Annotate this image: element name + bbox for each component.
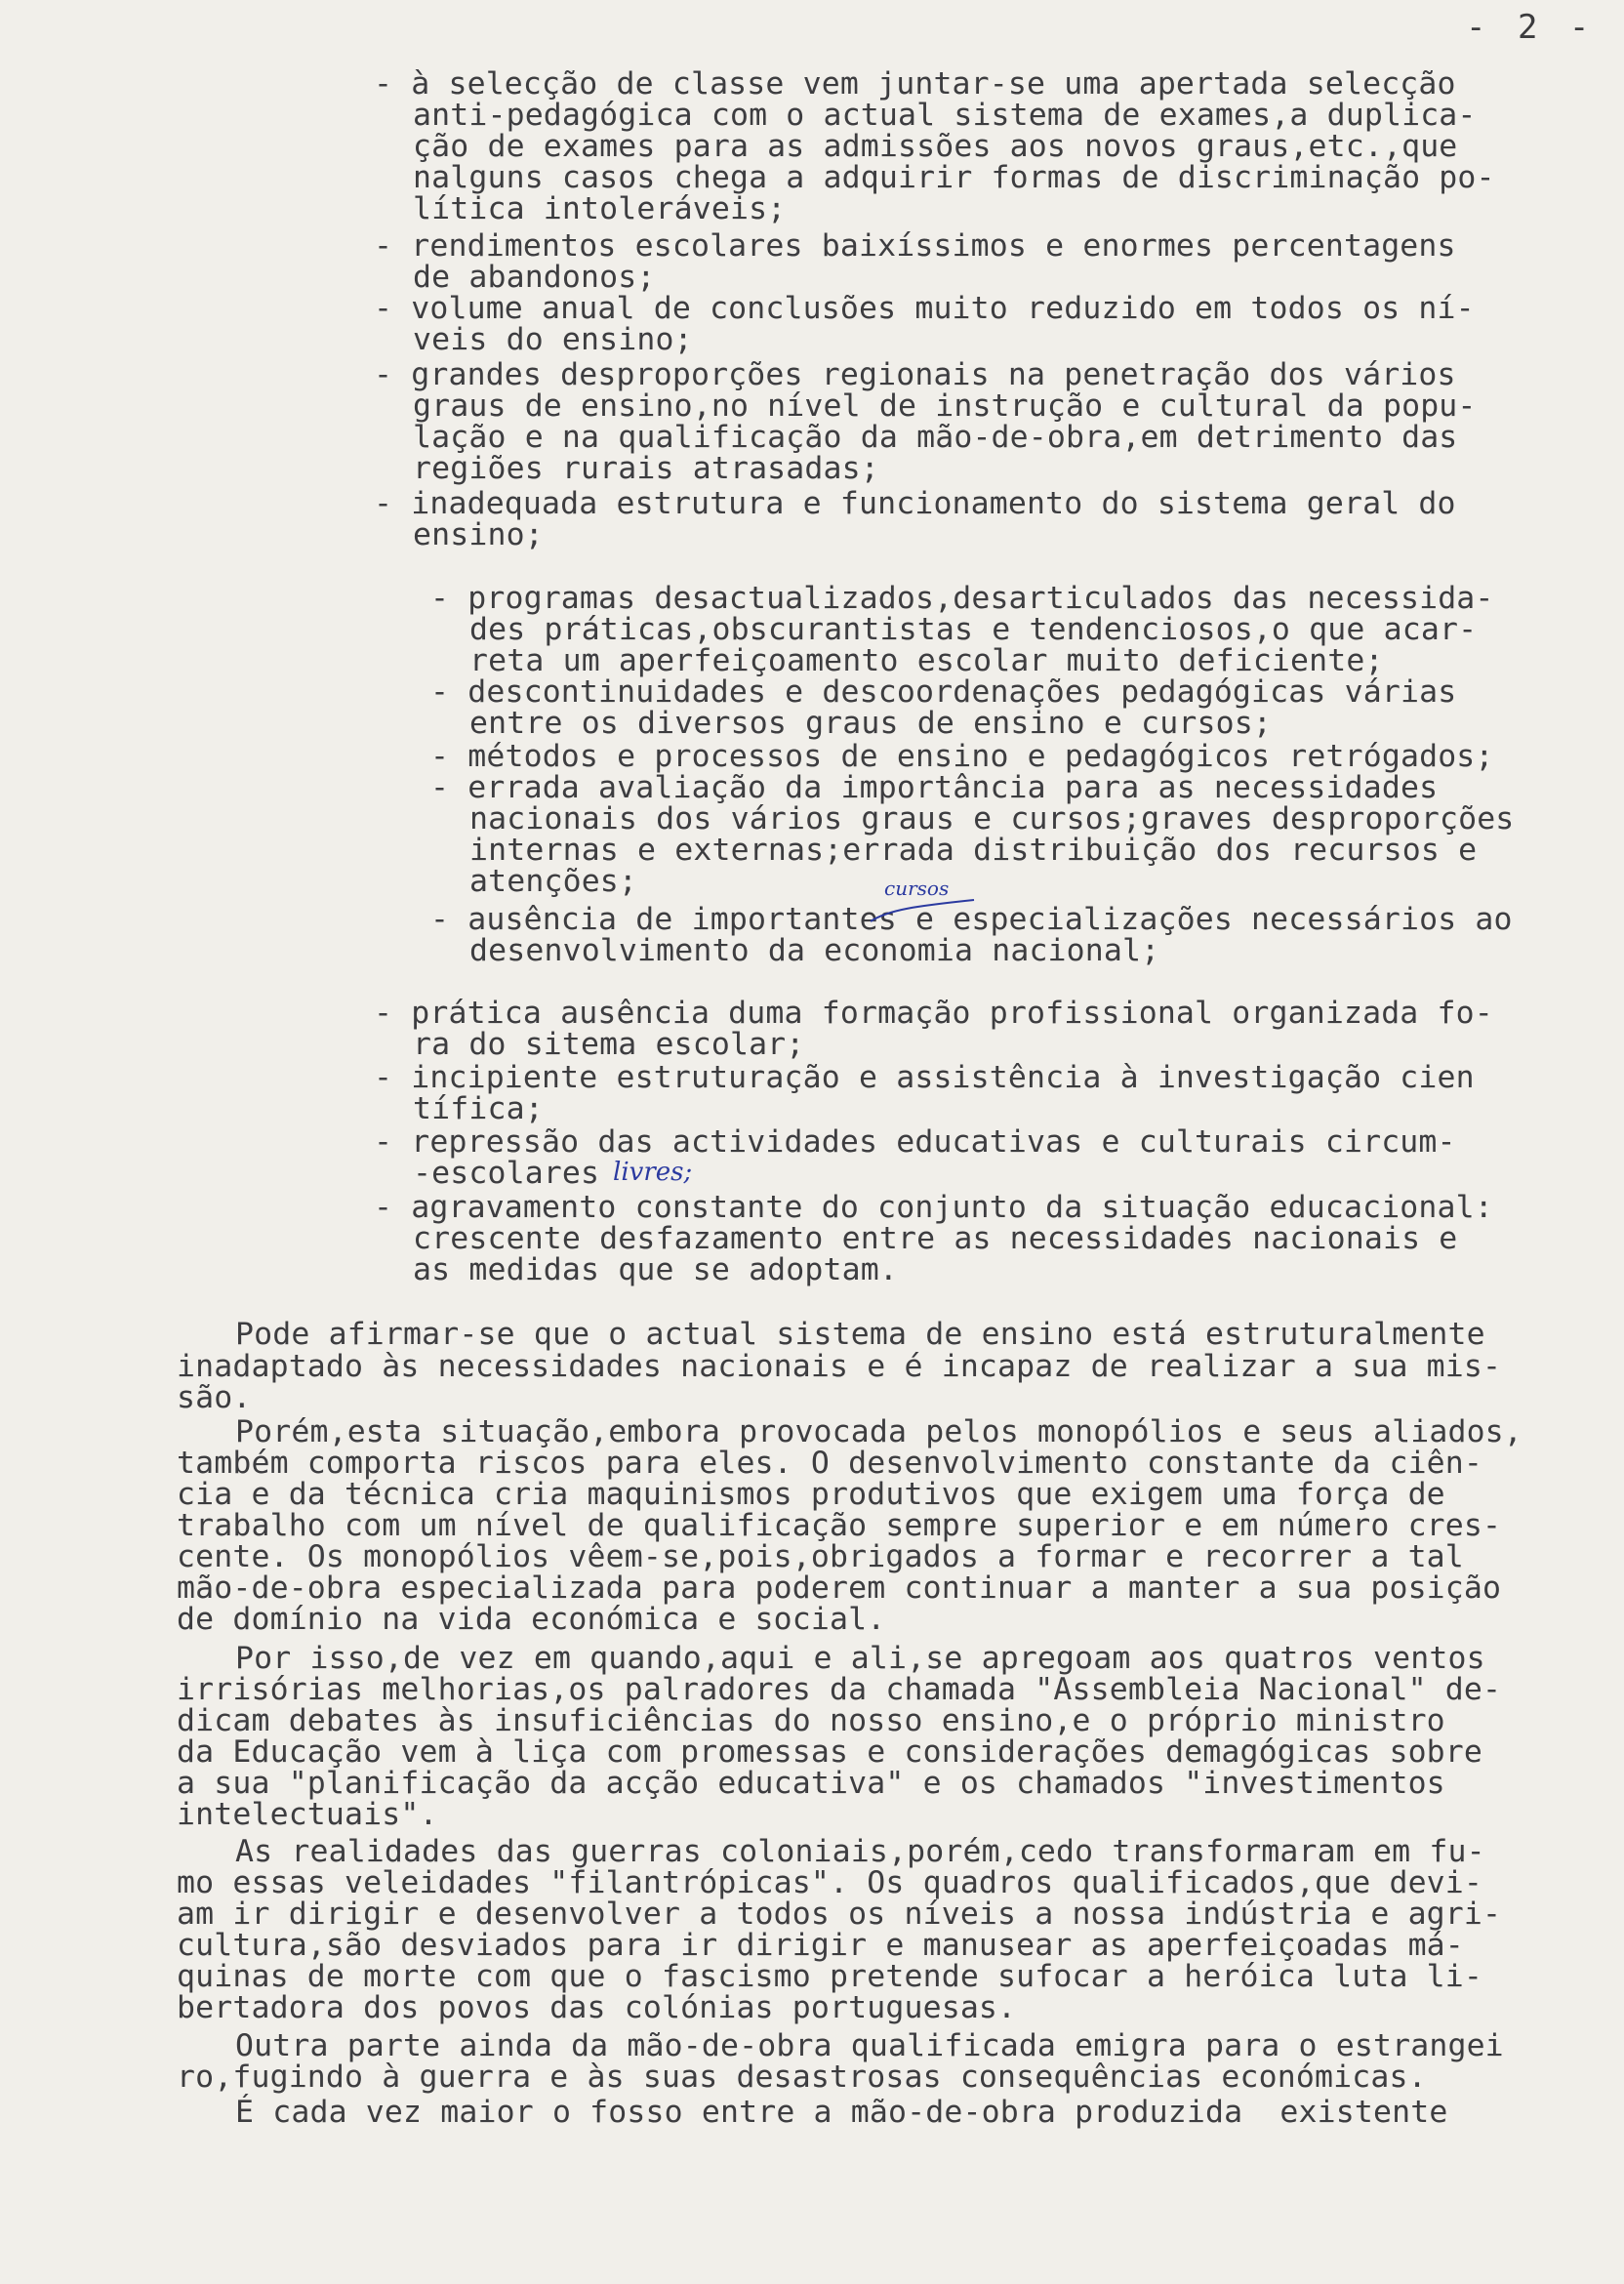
- text-line: mão-de-obra especializada para poderem continuar a manter a sua posição: [177, 1570, 1502, 1606]
- text-line: também comporta riscos para eles. O desenvolvimento constante da ciên-: [177, 1446, 1483, 1481]
- text-line: Porém,esta situação,embora provocada pelos monopólios e seus aliados,: [235, 1414, 1522, 1449]
- text-line: ção de exames para as admissões aos novos graus,etc.,que: [413, 129, 1458, 164]
- text-line: - incipiente estruturação e assistência à investigação cien: [374, 1060, 1475, 1095]
- text-line: graus de ensino,no nível de instrução e cultural da popu-: [413, 388, 1477, 424]
- text-line: atenções;: [469, 864, 638, 899]
- text-line: - prática ausência duma formação profissional organizada fo-: [374, 996, 1493, 1031]
- text-line: mo essas veleidades "filantrópicas". Os quadros qualificados,que devi-: [177, 1865, 1483, 1900]
- text-line: da Educação vem à liça com promessas e considerações demagógicas sobre: [177, 1734, 1483, 1770]
- text-line: - repressão das actividades educativas e culturais circum-: [374, 1124, 1456, 1160]
- text-line: crescente desfazamento entre as necessidades nacionais e: [413, 1221, 1458, 1256]
- text-line: - inadequada estrutura e funcionamento do sistema geral do: [374, 486, 1456, 521]
- text-line: Por isso,de vez em quando,aqui e ali,se apregoam aos quatros ventos: [235, 1641, 1485, 1676]
- handwritten-insertion-cursos: cursos: [884, 877, 950, 900]
- text-line: trabalho com um nível de qualificação sempre superior e em número cres-: [177, 1508, 1502, 1543]
- text-line: dicam debates às insuficiências do nosso ensino,e o próprio ministro: [177, 1703, 1445, 1738]
- text-line: desenvolvimento da economia nacional;: [469, 933, 1160, 968]
- text-line: são.: [177, 1380, 252, 1415]
- page-number: - 2 -: [1466, 8, 1596, 47]
- text-line: - errada avaliação da importância para as necessidades: [430, 770, 1439, 805]
- text-line: ra do sitema escolar;: [413, 1027, 805, 1062]
- text-line: internas e externas;errada distribuição dos recursos e: [469, 833, 1478, 868]
- text-line: veis do ensino;: [413, 322, 693, 357]
- text-line: tífica;: [413, 1091, 544, 1126]
- text-line: inadaptado às necessidades nacionais e é incapaz de realizar a sua mis-: [177, 1349, 1502, 1384]
- text-line: As realidades das guerras coloniais,porém,cedo transformaram em fu-: [235, 1834, 1485, 1869]
- text-line: - métodos e processos de ensino e pedagógicos retrógados;: [430, 739, 1494, 774]
- text-line: - agravamento constante do conjunto da situação educacional:: [374, 1190, 1493, 1225]
- text-line: as medidas que se adoptam.: [413, 1252, 898, 1287]
- text-line: cultura,são desviados para ir dirigir e manusear as aperfeiçoadas má-: [177, 1928, 1464, 1963]
- text-line: ensino;: [413, 517, 544, 552]
- text-line: nacionais dos vários graus e cursos;graves desproporções: [469, 801, 1515, 836]
- text-line: des práticas,obscurantistas e tendenciosos,o que acar-: [469, 612, 1478, 647]
- text-line: a sua "planificação da acção educativa" e os chamados "investimentos: [177, 1766, 1445, 1801]
- text-line: Pode afirmar-se que o actual sistema de ensino está estruturalmente: [235, 1317, 1485, 1352]
- text-line: quinas de morte com que o fascismo pretende sufocar a heróica luta li-: [177, 1959, 1483, 1994]
- text-line: -escolares: [413, 1156, 600, 1191]
- text-line: ro,fugindo à guerra e às suas desastrosas consequências económicas.: [177, 2060, 1427, 2095]
- text-line: nalguns casos chega a adquirir formas de discriminação po-: [413, 160, 1495, 195]
- text-line: - grandes desproporções regionais na penetração dos vários: [374, 357, 1456, 392]
- text-line: cente. Os monopólios vêem-se,pois,obrigados a formar e recorrer a tal: [177, 1539, 1464, 1574]
- text-line: lação e na qualificação da mão-de-obra,em detrimento das: [413, 420, 1458, 455]
- text-line: entre os diversos graus de ensino e cursos;: [469, 706, 1272, 741]
- text-line: bertadora dos povos das colónias portuguesas.: [177, 1990, 1017, 2025]
- text-line: am ir dirigir e desenvolver a todos os níveis a nossa indústria e agri-: [177, 1897, 1502, 1932]
- text-line: Outra parte ainda da mão-de-obra qualificada emigra para o estrangei: [235, 2028, 1504, 2063]
- text-line: reta um aperfeiçoamento escolar muito deficiente;: [469, 643, 1384, 678]
- text-line: - volume anual de conclusões muito reduzido em todos os ní-: [374, 291, 1475, 326]
- text-line: de domínio na vida económica e social.: [177, 1602, 886, 1637]
- text-line: - rendimentos escolares baixíssimos e enormes percentagens: [374, 228, 1456, 264]
- handwritten-insert-mark: [869, 896, 976, 925]
- text-line: É cada vez maior o fosso entre a mão-de-obra produzida existente: [235, 2095, 1448, 2130]
- text-line: anti-pedagógica com o actual sistema de exames,a duplica-: [413, 98, 1477, 133]
- handwritten-insertion-livres: livres;: [613, 1158, 693, 1187]
- text-line: lítica intoleráveis;: [413, 191, 787, 226]
- text-line: - programas desactualizados,desarticulados das necessida-: [430, 581, 1494, 616]
- text-line: - descontinuidades e descoordenações pedagógicas várias: [430, 674, 1457, 710]
- text-line: cia e da técnica cria maquinismos produtivos que exigem uma força de: [177, 1477, 1445, 1512]
- text-line: - à selecção de classe vem juntar-se uma apertada selecção: [374, 66, 1456, 102]
- text-line: intelectuais".: [177, 1797, 438, 1832]
- text-line: de abandonos;: [413, 260, 656, 295]
- text-line: regiões rurais atrasadas;: [413, 451, 879, 486]
- text-line: irrisórias melhorias,os palradores da chamada "Assembleia Nacional" de-: [177, 1672, 1502, 1707]
- text-line: - ausência de importantes e especializações necessários ao: [430, 902, 1513, 937]
